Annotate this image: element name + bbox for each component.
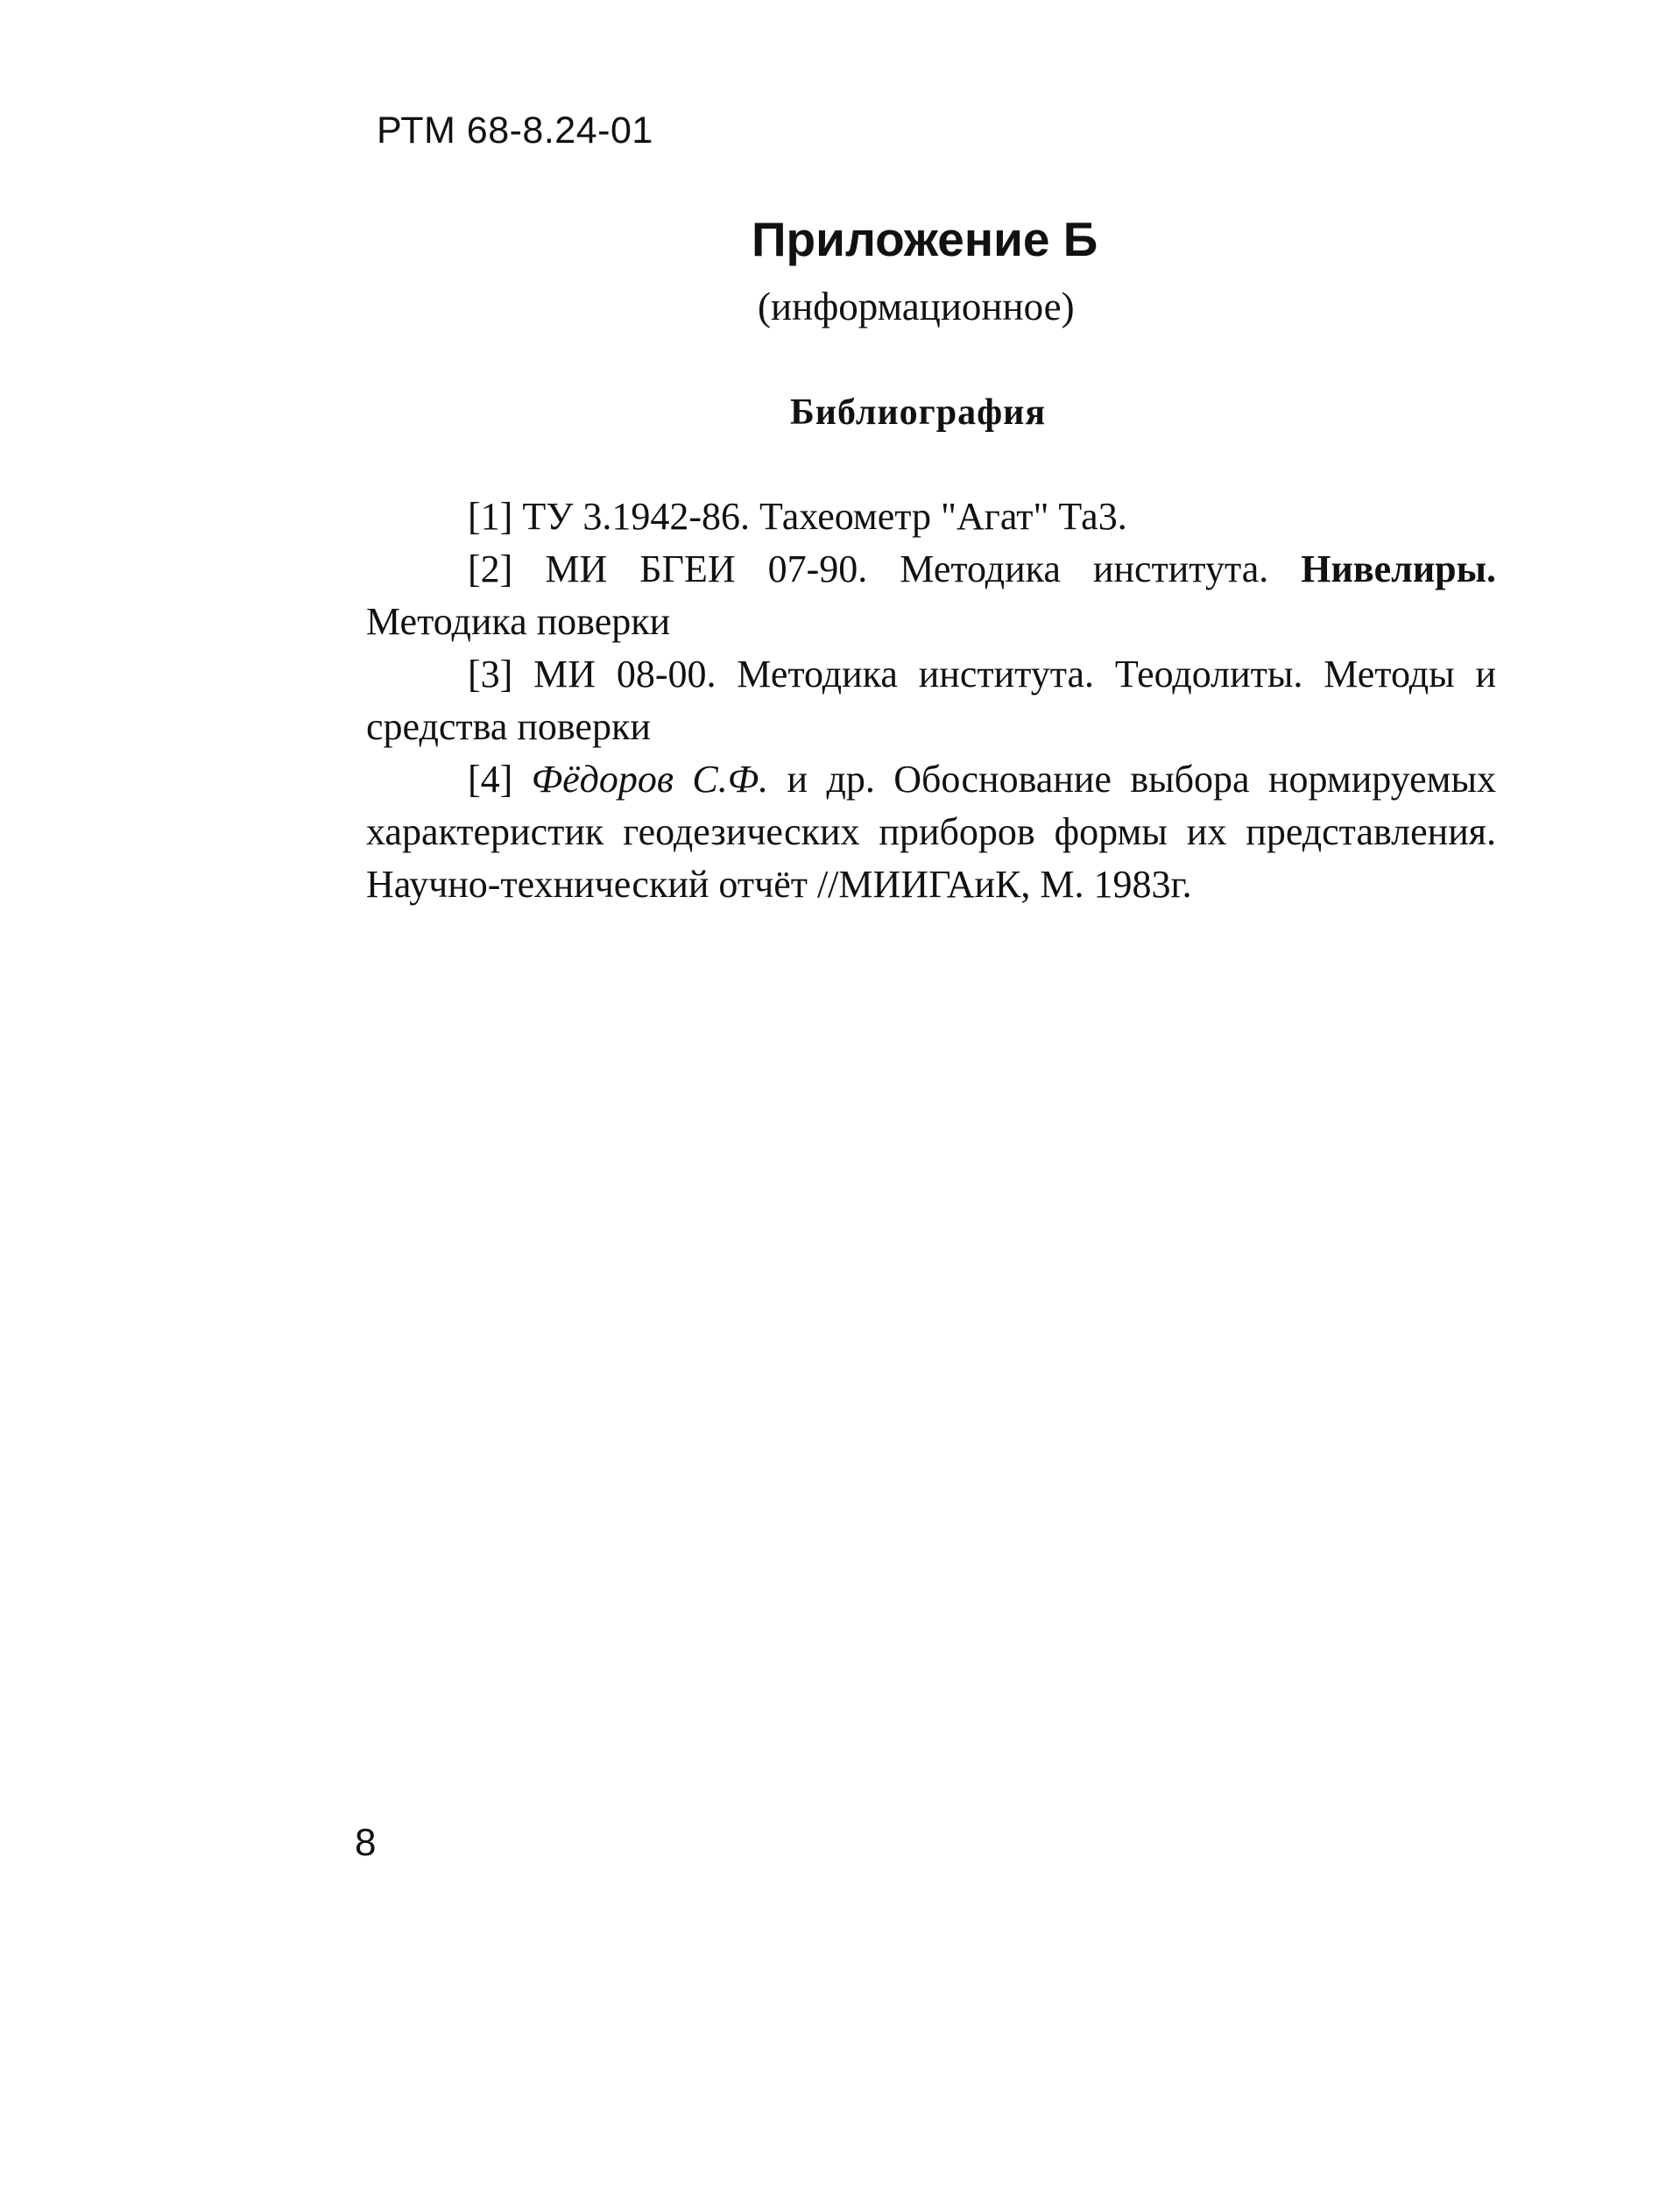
document-code: РТМ 68-8.24-01 [377,109,653,152]
bibliography-list [366,491,1496,911]
entry-number: [4] [468,758,513,801]
appendix-type: (информационное) [758,285,1075,328]
entry-author: Фёдоров С.Ф. [531,758,769,801]
bibliography-entry-2 [366,543,1496,648]
entry-number: [1] [468,495,513,538]
page-number: 8 [355,1821,377,1864]
entry-text: МИ БГЕИ 07-90. Методика института. [545,547,1269,590]
entry-text-after: Методика поверки [366,600,671,643]
bibliography-entry-4 [366,753,1496,911]
bibliography-heading: Библиография [790,392,1047,433]
entry-emphasis: Нивелиры. [1301,547,1497,590]
entry-number: [3] [468,653,513,695]
bibliography-entry-1 [366,491,1496,543]
entry-number: [2] [468,547,513,590]
bibliography-entry-3 [366,648,1496,753]
entry-text: и др. Обоснование выбора нормируемых характеристик геодезических приборов формы их представления. Научно-технический отчёт //МИИГАиК, М. 1983г. [366,758,1497,906]
entry-text: ТУ 3.1942-86. Тахеометр "Агат" Та3. [522,495,1127,538]
appendix-title: Приложение Б [752,212,1098,266]
entry-text: МИ 08-00. Методика института. Теодолиты. Методы и средства поверки [366,653,1496,748]
